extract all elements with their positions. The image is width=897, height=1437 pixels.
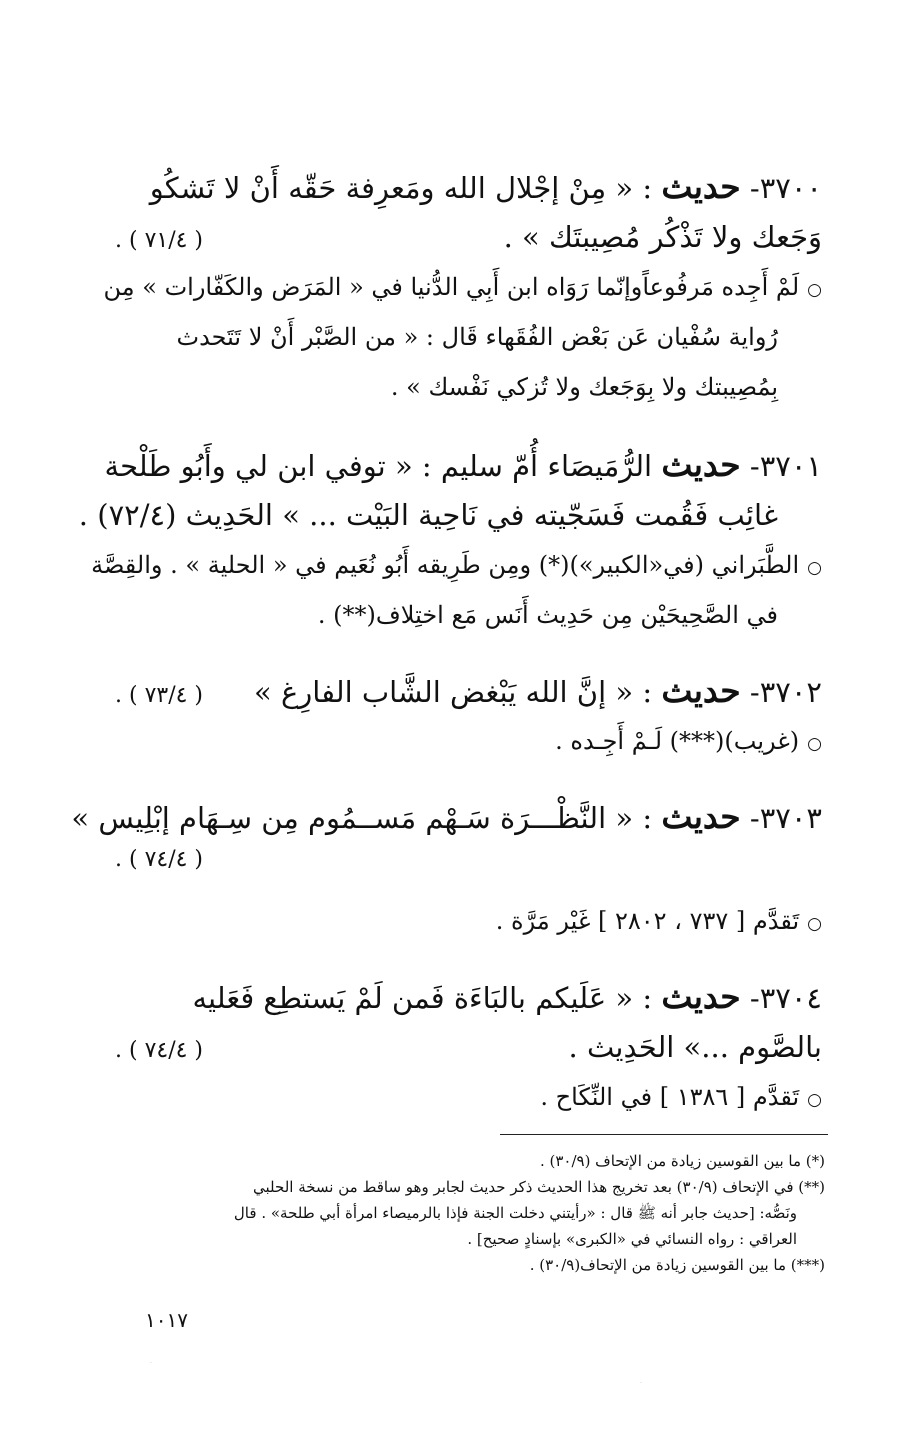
hadith-keyword: حديث — [661, 445, 741, 484]
volume-reference: ( ٧٣/٤ ) . — [115, 683, 204, 708]
circle-bullet-icon: ○ — [807, 734, 822, 754]
entry-line — [115, 212, 822, 262]
comment-line — [115, 312, 822, 362]
hadith-text: : « عَلَيكم بالبَاءَة فَمن لَمْ يَستطِع فَعَليه — [192, 981, 653, 1015]
entry-line — [115, 162, 822, 212]
entry-line — [104, 440, 822, 490]
hadith-keyword: حديث — [661, 167, 741, 206]
hadith-text: وَجَعك ولا تَذْكُر مُصِيبتَك » . — [503, 220, 822, 254]
comment-text: لَمْ أَجِده مَرفُوعاًوإنّما رَوَاه ابن أَبِي الدُّنيا في « المَرَض والكَفّارات » مِن — [103, 273, 800, 301]
volume-reference: ( ٧٤/٤ ) . — [115, 847, 204, 872]
hadith-text: غائِب فَقُمت فَسَجّيته في نَاحِية البَيْت ... » الحَدِيث (٧٢/٤) . — [78, 498, 778, 532]
comment-text: رُواية سُفْيان عَن بَعْض الفُقَهاء قَال : « من الصَّبْر أَنْ لا تَتَحدث — [176, 323, 778, 351]
hadith-entry-3702 — [115, 666, 822, 766]
entry-number: ٣٧٠٢- — [749, 675, 822, 709]
footnote-2-continuation: ونَصُّه: [حديث جابر أنه ﷺ قال : «رأيتني دخلت الجنة فإذا بالرميصاء امرأة أبي طلحة» . قال — [233, 1204, 797, 1222]
entry-line — [115, 1022, 822, 1072]
entry-line — [115, 972, 822, 1022]
scan-speck: · — [640, 1380, 642, 1387]
footnote-3: (***) ما بين القوسين زيادة من الإتحاف(٣٠/٩) . — [529, 1256, 825, 1274]
volume-reference: ( ٧٤/٤ ) . — [115, 1038, 204, 1063]
hadith-text: الرُّمَيصَاء أُمّ سليم : « توفي ابن لي وأَبُو طَلْحة — [104, 449, 653, 483]
comment-line — [103, 262, 822, 312]
hadith-entry-3704 — [115, 972, 822, 1122]
hadith-text: : « مِنْ إجْلال الله ومَعرِفة حَقّه أَنْ لا تَشكُو — [149, 171, 653, 205]
hadith-keyword: حديث — [661, 797, 741, 836]
circle-bullet-icon: ○ — [807, 914, 822, 934]
page-number: ١٠١٧ — [145, 1308, 188, 1332]
comment-line — [115, 590, 822, 640]
comment-text: الطَّبَراني (في«الكبير»)(*) ومِن طَرِيقه أَبُو نُعَيم في « الحلية » . والقِصَّة — [91, 551, 800, 579]
comment-text: تَقدَّم [ ٧٣٧ ، ٢٨٠٢ ] غَيْر مَرَّة . — [495, 907, 800, 935]
entry-number: ٣٧٠٤- — [749, 981, 822, 1015]
entry-line — [115, 666, 822, 716]
hadith-entry-3701 — [78, 440, 822, 640]
comment-line — [115, 896, 822, 946]
hadith-entry-3703 — [71, 792, 822, 946]
circle-bullet-icon: ○ — [807, 558, 822, 578]
entry-number: ٣٧٠١- — [749, 449, 822, 483]
entry-number: ٣٧٠٠- — [749, 171, 822, 205]
comment-text: بِمُصِيبتك ولا بِوَجَعك ولا تُزكي نَفْسك » . — [390, 373, 778, 401]
entry-line — [78, 490, 822, 540]
comment-line — [91, 540, 822, 590]
hadith-entry-3700 — [103, 162, 822, 412]
entry-line — [71, 792, 822, 842]
footnote-2: (**) في الإتحاف (٣٠/٩) بعد تخريج هذا الحديث ذكر حديث لجابر وهو ساقط من نسخة الحلبي — [253, 1178, 825, 1196]
hadith-text: : « إنَّ الله يَبْغض الشَّاب الفارِغ » — [253, 675, 653, 709]
hadith-text: : « النَّظْـــرَة سَـهْم مَســمُوم مِن سِـهَام إبْلِيس » — [71, 801, 653, 835]
circle-bullet-icon: ○ — [807, 1090, 822, 1110]
footnote-separator — [500, 1134, 828, 1135]
comment-line — [115, 1072, 822, 1122]
entry-line — [115, 842, 822, 878]
circle-bullet-icon: ○ — [807, 280, 822, 300]
footnote-1: (*) ما بين القوسين زيادة من الإتحاف (٣٠/٩) . — [539, 1152, 825, 1170]
hadith-text: بالصَّوم ...» الحَدِيث . — [568, 1030, 822, 1064]
comment-text: في الصَّحِيحَيْن مِن حَدِيث أَنَس مَع اختِلاف(**) . — [317, 601, 778, 629]
comment-line — [115, 716, 822, 766]
scan-speck: · — [150, 1360, 152, 1367]
footnote-2-continuation: العراقي : رواه النسائي في «الكبرى» بإسنادٍ صحيح] . — [467, 1230, 797, 1248]
comment-text: (غريب)(***) لَـمْ أَجِـده . — [555, 727, 800, 755]
hadith-keyword: حديث — [661, 977, 741, 1016]
comment-line — [115, 362, 822, 412]
volume-reference: ( ٧١/٤ ) . — [115, 228, 204, 253]
entry-number: ٣٧٠٣- — [749, 801, 822, 835]
comment-text: تَقدَّم [ ١٣٨٦ ] في النِّكَاح . — [540, 1083, 800, 1111]
hadith-keyword: حديث — [661, 671, 741, 710]
